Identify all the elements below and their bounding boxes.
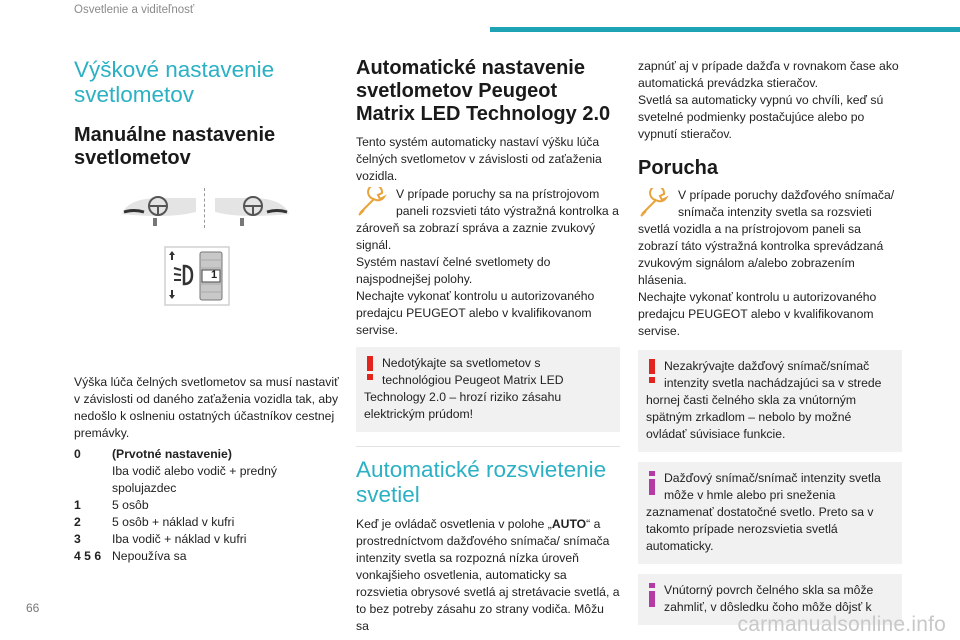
info-box <box>638 462 902 564</box>
text-fault-position: Systém nastaví čelné svetlomety do najspodnejšej polohy. <box>356 255 551 286</box>
list-item: 2 5 osôb + náklad v kufri <box>74 515 235 529</box>
divider <box>356 446 620 447</box>
divider-line <box>204 188 205 228</box>
car-front-high-icon <box>213 192 291 228</box>
text-auto-off: Svetlá sa automaticky vypnú vo chvíli, keď sú svetelné podmienky postačujúce alebo po vypnutí stieračov. <box>638 93 884 141</box>
car-front-low-icon <box>120 192 198 228</box>
heading-headlamp-adjustment: Výškové nastavenie svetlometov <box>74 57 275 107</box>
text-sensor-service: Nechajte vykonať kontrolu u autorizovaného predajcu PEUGEOT alebo v kvalifikovanom servise. <box>638 290 877 338</box>
list-item: 3 Iba vodič + náklad v kufri <box>74 532 247 546</box>
list-item-detail: Iba vodič alebo vodič + predný spolujazdec <box>112 464 277 495</box>
text-warning-electric: Nedotýkajte sa svetlometov s technológiou Peugeot Matrix LED Technology 2.0 – hrozí riziko zásahu elektrickým prúdom! <box>364 356 564 421</box>
text-fault: V prípade poruchy sa na prístrojovom paneli rozsvieti táto výstražná kontrolka a zároveň sa zobrazí správa a zaznie zvukový signál. <box>356 187 619 252</box>
heading-fault: Porucha <box>638 157 719 179</box>
column-middle <box>356 50 620 635</box>
text-auto-lights: Keď je ovládač osvetlenia v polohe „AUTO“ a prostredníctvom dažďového snímača/ snímača intenzity svetla sa rozpozná nízka úroveň vonkajšieho osvetlenia, automaticky sa rozsvietia obrysové svetlá aj stretávacie svetlá, a to bez potreby zásahu zo strany vodiča. Môžu sa <box>356 517 620 633</box>
section-title: Osvetlenie a viditeľnosť <box>74 4 195 16</box>
list-item: 1 5 osôb <box>74 498 149 512</box>
info-icon <box>648 583 656 607</box>
list-item: 4 5 6 Nepoužíva sa <box>74 549 187 563</box>
headlamp-level-control[interactable] <box>164 246 230 311</box>
warning-box <box>638 350 902 452</box>
text-beam-height: Výška lúča čelných svetlometov sa musí nastaviť v závislosti od daného zaťaženia vozidla tak, aby nedošlo k oslneniu ostatných účastníkov cestnej premávky. <box>74 375 339 440</box>
watermark: carmanualsonline.info <box>737 613 946 636</box>
text-fault-service: Nechajte vykonať kontrolu u autorizovaného predajcu PEUGEOT alebo v kvalifikovanom servise. <box>356 289 595 337</box>
text-continued: zapnúť aj v prípade dažďa v rovnakom čase ako automatická prevádzka stieračov. <box>638 59 899 90</box>
list-item: 0 (Prvotné nastavenie) <box>74 447 232 461</box>
warning-exclamation-icon <box>648 359 656 383</box>
column-right <box>638 50 902 625</box>
fault-block <box>638 187 902 340</box>
text-warning-sensor: Nezakrývajte dažďový snímač/snímač intenzity svetla nachádzajúci sa v strede hornej časti čelného skla za vnútorným spätným zrkadlom – nebolo by možné ovládať súvisiace funkcie. <box>646 359 882 441</box>
load-position-list <box>74 446 342 565</box>
info-icon <box>648 471 656 495</box>
warning-box <box>356 347 620 432</box>
wrench-icon <box>638 188 672 218</box>
control-digit: 1 <box>210 269 218 281</box>
heading-auto-lights: Automatické rozsvietenie svetiel <box>356 457 607 507</box>
heading-manual-adjustment: Manuálne nastavenie svetlometov <box>74 124 276 169</box>
warning-exclamation-icon <box>366 356 374 380</box>
text-info-fog: Dažďový snímač/snímač intenzity svetla môže v hmle alebo pri sneženia zaznamenať dostatočné svetlo. Preto sa v takomto prípade nerozsvietia svetlá automaticky. <box>646 471 881 553</box>
page-number: 66 <box>26 601 40 615</box>
headlamp-diagram <box>74 184 342 374</box>
text-sensor-fault: V prípade poruchy dažďového snímača/ snímača intenzity svetla sa rozsvieti svetlá vozidla a na prístrojovom paneli sa zobrazí táto výstražná kontrolka sprevádzaná zvukovým signálom a/alebo zobrazením hlásenia. <box>638 188 895 287</box>
text-info-windscreen: Vnútorný povrch čelného skla sa môže zahmliť, v dôsledku čoho môže dôjsť k <box>664 583 874 614</box>
header-accent-bar <box>490 27 960 32</box>
text-matrix-intro: Tento systém automaticky nastaví výšku lúča čelných svetlometov v závislosti od zaťaženia vozidla. <box>356 135 602 183</box>
wrench-icon <box>356 187 390 217</box>
fault-block <box>356 186 620 339</box>
column-left <box>74 50 342 565</box>
heading-matrix-led: Automatické nastavenie svetlometov Peugeot Matrix LED Technology 2.0 <box>356 57 611 125</box>
